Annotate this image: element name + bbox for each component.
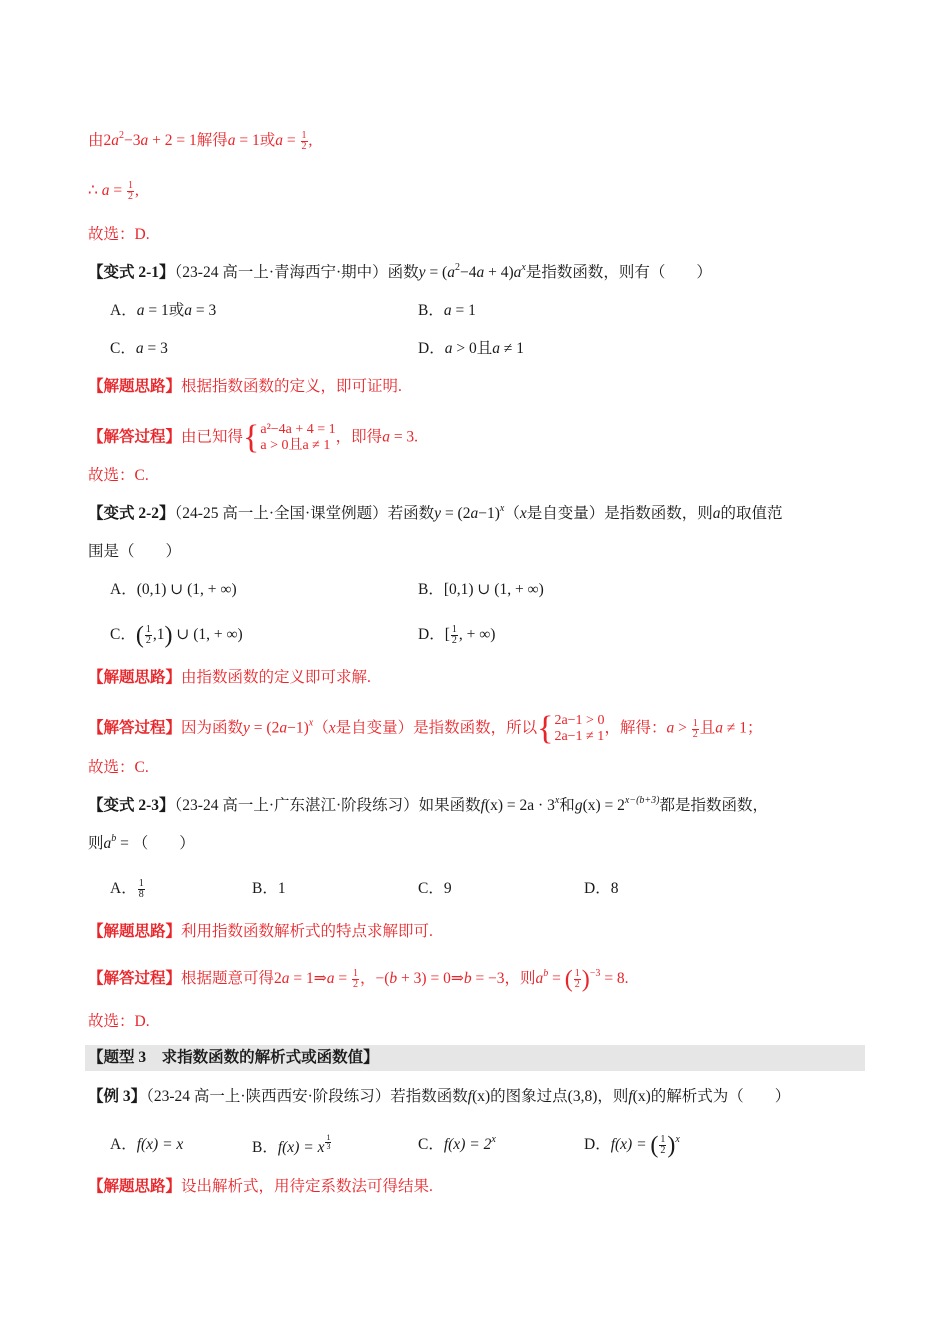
option-b: B．[0,1) ∪ (1, + ∞) xyxy=(418,581,544,598)
option-d: D．f(x) = ( $\frac{1}{2}$ )$^x$ xyxy=(584,1132,680,1159)
idea-line: 【解题思路】利用指数函数解析式的特点求解即可. xyxy=(88,923,433,940)
answer-line: 故选：C. xyxy=(88,759,149,776)
answer-line: 故选：D. xyxy=(88,1013,150,1030)
idea-line: 【解题思路】由指数函数的定义即可求解. xyxy=(88,669,371,686)
option-b: B．1 xyxy=(252,880,286,897)
fraction: $\frac{1}{2}$ xyxy=(301,129,307,152)
option-b: B．a = 1 xyxy=(418,302,476,319)
option-a: A．(0,1) ∪ (1, + ∞) xyxy=(110,581,237,598)
option-b: B．f(x) = x $^{\frac{1}{3}}$ xyxy=(252,1133,331,1156)
variant-2-3-question-cont: 则$a^b$ = （ ） xyxy=(88,833,195,852)
variant-2-1-question: 【变式 2-1】（23-24 高一上·青海西宁·期中）函数$y = (a^2-4a + 4)a^x$是指数函数，则有（ ） xyxy=(88,262,712,281)
option-a: A． $\frac{1}{8}$ xyxy=(110,877,144,900)
answer-line: 故选：C. xyxy=(88,467,149,484)
option-a: A．a = 1或a = 3 xyxy=(110,302,217,319)
option-c: C．a = 3 xyxy=(110,340,168,357)
solution-line-2: ∴ a = $\frac{1}{2}$ , xyxy=(88,179,139,202)
solution-line-1: 由$2a^2-3a + 2 = 1$解得a = 1或a = $\frac{1}{2}$ , xyxy=(88,129,313,152)
option-d: D．8 xyxy=(584,880,619,897)
idea-line: 【解题思路】设出解析式，用待定系数法可得结果. xyxy=(88,1178,433,1195)
process-line: 【解答过程】根据题意可得2a = 1⇒a = $\frac{1}{2}$ ，−(b + 3) = 0⇒b = −3，则$a^b$ = ( $\frac{1}{2}$ )$^{-3}$ = 8. xyxy=(88,966,629,993)
option-d: D．[ $\frac{1}{2}$ , + ∞) xyxy=(418,623,496,646)
variant-2-2-question-cont: 围是（ ） xyxy=(88,543,182,560)
example-3-question: 【例 3】（23-24 高一上·陕西西安·阶段练习）若指数函数f(x)的图象过点(3,8)，则f(x)的解析式为（ ） xyxy=(88,1088,791,1105)
variant-2-2-question: 【变式 2-2】（24-25 高一上·全国·课堂例题）若函数$y = (2a-1)^x(x$是自变量）是指数函数，则a的取值范 xyxy=(88,503,783,522)
option-a: A．f(x) = x xyxy=(110,1136,184,1153)
variant-2-3-question: 【变式 2-3】（23-24 高一上·广东湛江·阶段练习）如果函数$f(x) = 2a \cdot 3^x$和$g(x) = 2^{x-(b+3)}$都是指数函数， xyxy=(88,795,769,814)
option-c: C．( $\frac{1}{2}$ ,1) ∪ (1, + ∞) xyxy=(110,622,243,649)
option-c: C．9 xyxy=(418,880,452,897)
section-header: 【题型 3 求指数函数的解析式或函数值】 xyxy=(88,1049,379,1066)
idea-line: 【解题思路】根据指数函数的定义，即可证明. xyxy=(88,378,402,395)
process-line: 【解答过程】因为函数$y = (2a-1)^x(x$是自变量）是指数函数，所以{ 2a−1 > 0 2a−1 ≠ 1 ，解得：a > $\frac{1}{2}$ 且a ≠ 1； xyxy=(88,710,763,747)
equation-system: a²−4a + 4 = 1 a > 0且a ≠ 1 xyxy=(260,422,336,453)
process-line: 【解答过程】由已知得{ a²−4a + 4 = 1 a > 0且a ≠ 1 ，即得a = 3. xyxy=(88,419,419,456)
option-c: C．$f(x) = 2^x$ xyxy=(418,1134,496,1153)
option-d: D．a > 0且a ≠ 1 xyxy=(418,340,524,357)
answer-line: 故选：D. xyxy=(88,226,150,243)
